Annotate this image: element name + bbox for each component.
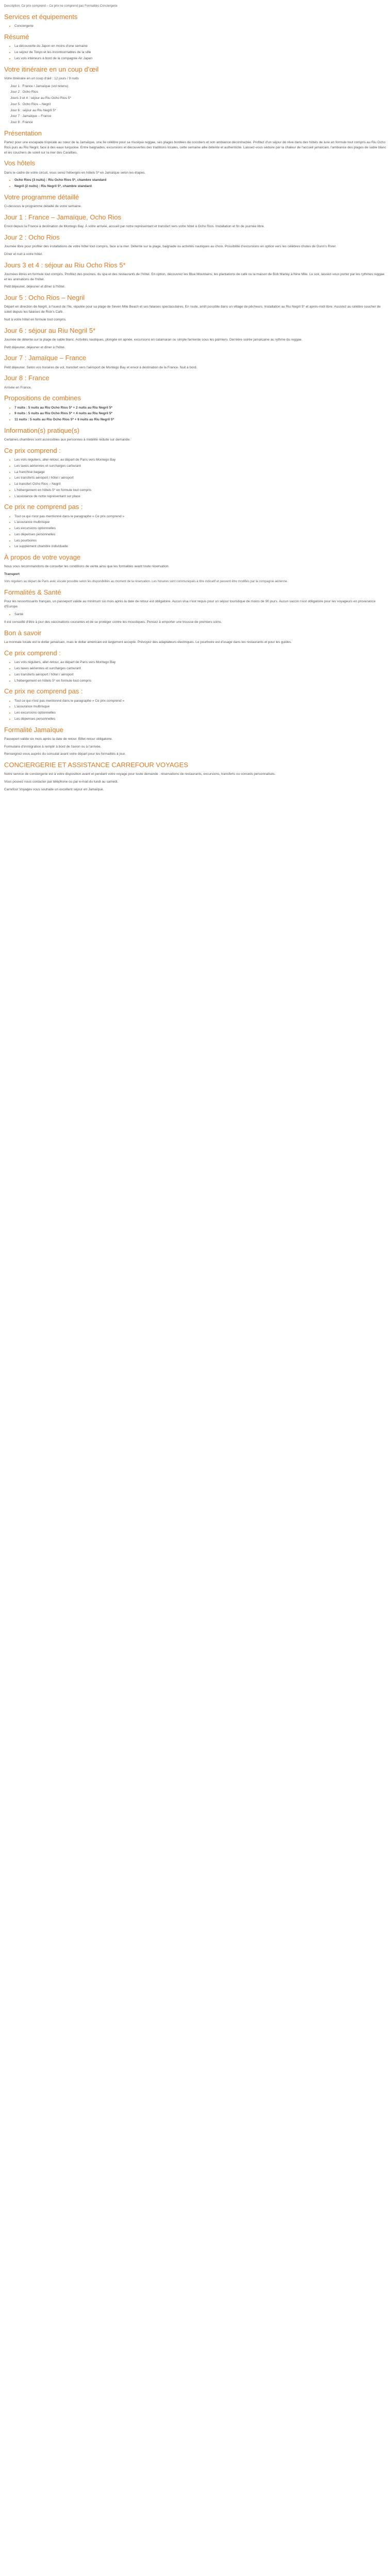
excludes2-heading: Ce prix ne comprend pas : xyxy=(4,687,83,696)
list-item: • Les transferts aéroport / hôtel / aéroport xyxy=(14,476,387,481)
list-item: Jours 3 et 4 : séjour au Riu Ocho Rios 5* xyxy=(10,96,71,100)
formalities-text: Pour les ressortissants français, un passeport valide au minimum six mois après la date de retour est obligatoire. Aucun visa n'est requis pour un séjour touristique de moins de 90 jours. Aucun vaccin n'est obligatoire pour les voyageurs en provenance d'Europe. xyxy=(4,600,376,608)
list-item: • Le séjour de Tokyo et les incontournables de la ville xyxy=(14,50,387,55)
formalities-heading: Formalités & Santé xyxy=(4,588,61,596)
list-item: • Ocho Rios (3 nuits) : Riu Ocho Rios 5*, chambre standard xyxy=(14,178,387,183)
list-item: • Les taxes aériennes et surcharges carburant xyxy=(14,464,387,469)
list-item: Jour 8 : France xyxy=(10,121,33,124)
list-item: Jour 2 : Ocho Rios xyxy=(10,90,38,94)
good-to-know-heading: Bon à savoir xyxy=(4,629,42,637)
list-item: • L'assurance multirisque xyxy=(14,520,387,525)
program-heading: Votre programme détaillé xyxy=(4,193,79,201)
services-list xyxy=(4,24,387,29)
resume-heading: Résumé xyxy=(4,33,29,41)
jamaica-formalities-heading: Formalité Jamaïque xyxy=(4,725,63,734)
list-item: • Tout ce qui n'est pas mentionné dans le paragraphe « Ce prix comprend » xyxy=(14,514,387,519)
concierge-text-1: Notre service de conciergerie est à votre disposition avant et pendant votre voyage pour toute demande : réservations de restaurants, excursions, transferts ou conseils personnalisés. xyxy=(4,772,276,776)
includes-heading: Ce prix comprend : xyxy=(4,446,61,454)
excludes-list xyxy=(4,514,387,550)
jamaica-text-1: Passeport valide six mois après la date de retour. Billet retour obligatoire. xyxy=(4,737,113,741)
presentation-text: Partez pour une escapade tropicale au cœur de la Jamaïque, une île célèbre pour sa musique reggae, ses plages bordées de cocotiers et son ambiance décontractée. Profitez d'un séjour de rêve dans des hôtels de luxe en formule tout compris au Riu Ocho Rios puis au Riu Negril, face à des eaux turquoise. Entre baignades, excursions et découvertes des traditions locales, cette semaine allie détente et authenticité. Laissez-vous séduire par la chaleur de l'accueil jamaïcain, l'ambiance des plages de sable blanc et les couchers de soleil sur la mer des Caraïbes. xyxy=(4,141,386,155)
day5-text: Départ en direction de Negril, à l'ouest de l'île, réputée pour sa plage de Seven Mile Beach et ses falaises spectaculaires. En route, arrêt possible dans un village de pêcheurs. Installation au Riu Negril 5* et après-midi libre. Assistez au célèbre coucher de soleil depuis les falaises de Rick's Café. xyxy=(4,305,381,314)
list-item: • Le transfert Ocho Rios – Negril xyxy=(14,482,387,487)
list-item: • 11 nuits : 5 nuits au Riu Ocho Rios 5* + 6 nuits au Riu Negril 5* xyxy=(14,417,387,422)
excludes-heading: Ce prix ne comprend pas : xyxy=(4,503,83,511)
list-item: • Les excursions optionnelles xyxy=(14,710,387,716)
list-item: Jour 5 : Ocho Rios – Negril xyxy=(10,102,51,106)
page xyxy=(0,0,391,816)
hotels-lead: Dans le cadre de votre circuit, vous serez hébergés en hôtels 5* en Jamaïque selon les étapes. xyxy=(4,171,146,175)
transport-heading: Transport xyxy=(4,572,20,576)
list-item: • Le supplément chambre individuelle xyxy=(14,544,387,549)
list-item: • 7 nuits : 5 nuits au Riu Ocho Rios 5* + 2 nuits au Riu Negril 5* xyxy=(14,405,387,411)
presentation-heading: Présentation xyxy=(4,129,42,137)
day1-text: Envol depuis la France à destination de Montego Bay. À votre arrivée, accueil par notre représentant et transfert vers votre hôtel à Ocho Rios. Installation et fin de journée libre. xyxy=(4,225,265,228)
day6-heading: Jour 6 : séjour au Riu Negril 5* xyxy=(4,326,96,334)
program-lead: Ci-dessous le programme détaillé de votre semaine. xyxy=(4,205,82,208)
excludes2-list xyxy=(4,699,387,722)
day6-meals: Petit déjeuner, déjeuner et dîner à l'hôtel. xyxy=(4,345,66,349)
includes-list xyxy=(4,457,387,499)
list-item: • 9 nuits : 5 nuits au Riu Ocho Rios 5* + 4 nuits au Riu Negril 5* xyxy=(14,411,387,416)
good-to-know-text: La monnaie locale est le dollar jamaïcain, mais le dollar américain est largement accepté. Prévoyez des adaptateurs électriques. Le pourboire est d'usage dans les restaurants et pour les guides. xyxy=(4,640,292,645)
list-item: Jour 1 : France / Jamaïque (vol retenu) xyxy=(10,84,69,88)
day7-heading: Jour 7 : Jamaïque – France xyxy=(4,354,86,362)
list-item: • Les dépenses personnelles xyxy=(14,532,387,537)
day8-heading: Jour 8 : France xyxy=(4,374,50,382)
jamaica-text-3: Renseignez-vous auprès du consulat avant votre départ pour les formalités à jour. xyxy=(4,752,126,756)
services-heading: Services et équipements xyxy=(4,13,78,21)
includes2-heading: Ce prix comprend : xyxy=(4,649,61,657)
list-item: • Les transferts aéroport / hôtel / aéroport xyxy=(14,672,387,677)
combos-list xyxy=(4,405,387,422)
list-item: • Les taxes aériennes et surcharges carburant xyxy=(14,666,387,671)
health-list xyxy=(4,612,387,617)
list-item: • L'hébergement en hôtels 5* en formule tout compris xyxy=(14,679,387,684)
about-text: Nous vous recommandons de consulter les conditions de vente ainsi que les formalités avant toute réservation. xyxy=(4,565,170,569)
list-item: Jour 6 : séjour au Riu Negril 5* xyxy=(10,108,56,112)
day5-heading: Jour 5 : Ocho Rios – Negril xyxy=(4,294,85,301)
day34-meals: Petit déjeuner, déjeuner et dîner à l'hôtel. xyxy=(4,285,66,289)
itinerary-lead: Votre itinéraire en un coup d'œil : 12 jours / 9 nuits xyxy=(4,76,79,80)
day5-meals: Nuit à votre hôtel en formule tout compris. xyxy=(4,317,67,321)
list-item: • Tout ce qui n'est pas mentionné dans le paragraphe « Ce prix comprend » xyxy=(14,699,387,704)
includes2-list xyxy=(4,660,387,683)
health-text: Il est conseillé d'être à jour des vaccinations courantes et de se protéger contre les moustiques. Pensez à emporter une trousse de premiers soins. xyxy=(4,620,222,624)
list-item: • Les vols intérieurs à bord de la compagnie Air Japan xyxy=(14,56,387,61)
list-item: • Les vols réguliers, aller-retour, au départ de Paris vers Montego Bay xyxy=(14,457,387,463)
list-item: • Santé xyxy=(14,612,387,617)
day34-text: Journées libres en formule tout compris. Profitez des piscines, du spa et des restaurants de l'hôtel. En option, découvrez les Blue Mountains, les plantations de café ou la maison de Bob Marley à Nine Mile. Le soir, laissez-vous porter par les rythmes reggae et les animations de l'hôtel. xyxy=(4,272,385,281)
intro-text: Description: Ce prix comprend – Ce prix ne comprend pas Formalités Conciergerie xyxy=(4,5,118,8)
concierge-text-3: Carrefour Voyages vous souhaite un excellent séjour en Jamaïque. xyxy=(4,787,104,791)
concierge-heading: CONCIERGERIE ET ASSISTANCE CARREFOUR VOYAGES xyxy=(4,761,188,769)
list-item: • La franchise bagage xyxy=(14,470,387,475)
itinerary-heading: Votre itinéraire en un coup d'œil xyxy=(4,65,99,73)
day7-text: Petit déjeuner. Selon vos horaires de vol, transfert vers l'aéroport de Montego Bay et envol à destination de la France. Nuit à bord. xyxy=(4,365,198,369)
list-item: • Les pourboires xyxy=(14,538,387,544)
day8-text: Arrivée en France. xyxy=(4,385,32,389)
info-text: Certaines chambres sont accessibles aux personnes à mobilité réduite sur demande. xyxy=(4,438,131,442)
resume-list xyxy=(4,44,387,61)
list-item: Jour 7 : Jamaïque – France xyxy=(10,114,52,118)
list-item: • L'assistance de notre représentant sur place xyxy=(14,494,387,499)
day6-text: Journée de détente sur la plage de sable blanc. Activités nautiques, plongée en apnée, excursions en catamaran ou simple farniente sous les palmiers. Dernière soirée jamaïcaine au rythme du reggae. xyxy=(4,337,303,342)
hotels-list xyxy=(4,178,387,189)
info-heading: Information(s) pratique(s) xyxy=(4,426,79,434)
list-item: • Conciergerie xyxy=(14,24,387,29)
list-item: • Les excursions optionnelles xyxy=(14,526,387,531)
list-item: • L'hébergement en hôtels 5* en formule tout compris xyxy=(14,488,387,493)
list-item: • Negril (2 nuits) : Riu Negril 5*, chambre standard xyxy=(14,184,387,189)
combos-heading: Propositions de combines xyxy=(4,394,81,402)
day2-heading: Jour 2 : Ocho Rios xyxy=(4,233,60,241)
list-item: • L'assurance multirisque xyxy=(14,704,387,709)
list-item: • Les vols réguliers, aller-retour, au départ de Paris vers Montego Bay xyxy=(14,660,387,665)
transport-text: Vols réguliers au départ de Paris avec escale possible selon les disponibilités au moment de la réservation. Les horaires sont communiqués à titre indicatif et peuvent être modifiés par la compagnie aérienne. xyxy=(4,580,288,583)
list-item: • Les dépenses personnelles xyxy=(14,717,387,722)
hotels-heading: Vos hôtels xyxy=(4,159,35,167)
day34-heading: Jours 3 et 4 : séjour au Riu Ocho Rios 5* xyxy=(4,261,126,269)
day1-heading: Jour 1 : France – Jamaïque, Ocho Rios xyxy=(4,213,121,221)
list-item: • La découverte du Japon en moins d'une semaine xyxy=(14,44,387,49)
jamaica-text-2: Formulaire d'immigration à remplir à bord de l'avion ou à l'arrivée. xyxy=(4,744,102,749)
day2-text: Journée libre pour profiter des installations de votre hôtel tout compris, face à la mer. Détente sur la plage, baignade ou activités nautiques au choix. Possibilité d'excursions en option vers les célèbres chutes de Dunn's River. xyxy=(4,245,337,248)
about-heading: À propos de votre voyage xyxy=(4,553,81,561)
concierge-text-2: Vous pouvez nous contacter par téléphone ou par e-mail du lundi au samedi. xyxy=(4,780,119,784)
itinerary-list xyxy=(4,84,387,125)
day2-meals: Dîner et nuit à votre hôtel. xyxy=(4,252,43,256)
